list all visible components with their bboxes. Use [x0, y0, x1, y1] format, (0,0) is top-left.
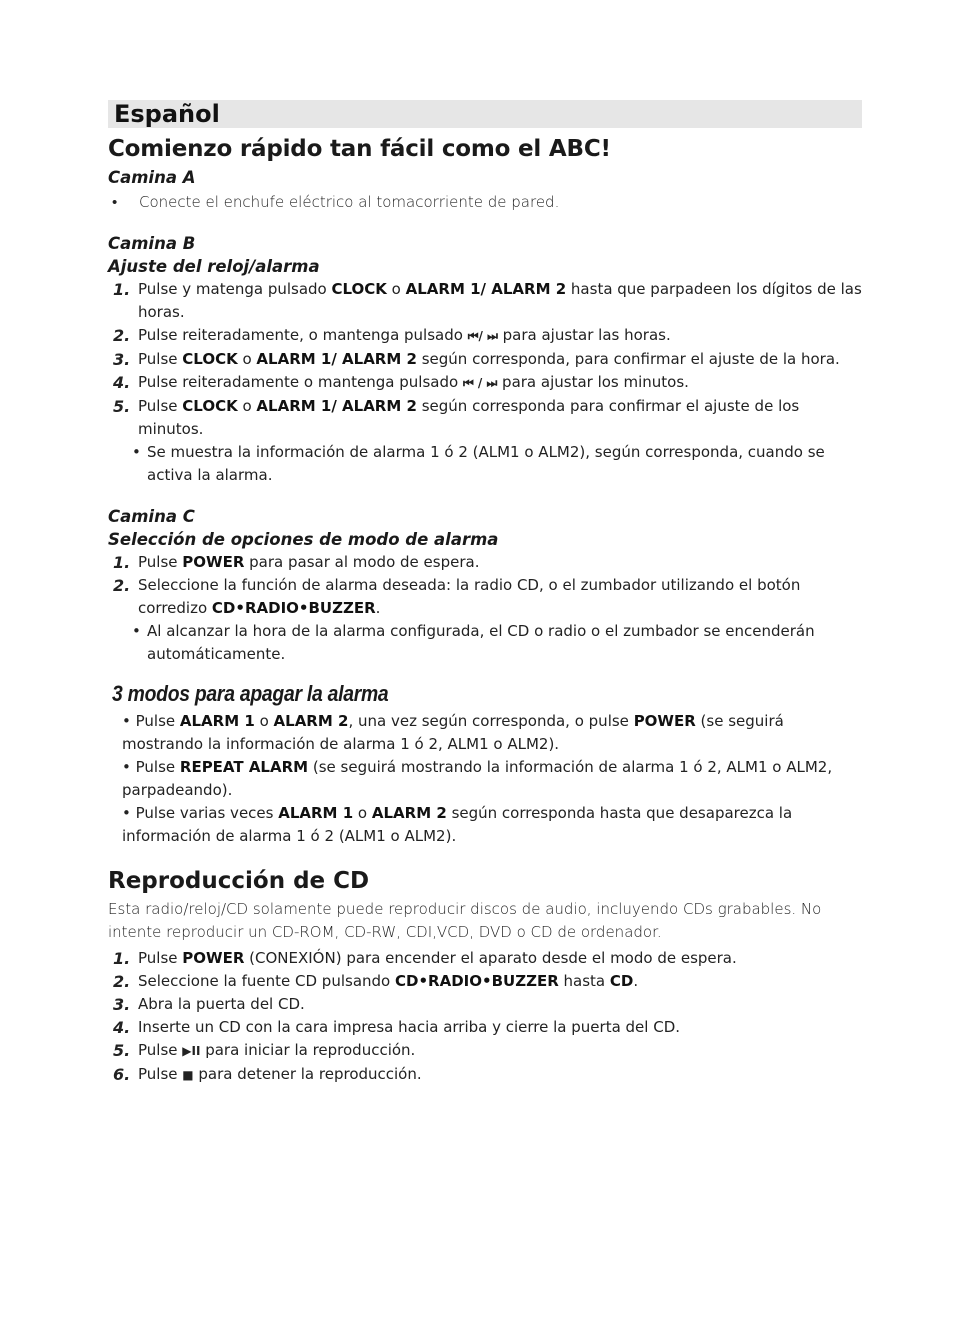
walk-a-bullet-text: Conecte el enchufe eléctrico al tomacorriente de pared. [139, 193, 560, 211]
bullet-icon: • [132, 622, 141, 640]
list-item: • Pulse ALARM 1 o ALARM 2, una vez según corresponda, o pulse POWER (se seguirá mostrando la información de alarma 1 ó 2, ALM1 o ALM2). [122, 712, 784, 753]
walk-c-subheading: Selección de opciones de modo de alarma [108, 530, 499, 549]
list-item: • Pulse REPEAT ALARM (se seguirá mostrando la información de alarma 1 ó 2, ALM1 o ALM2, parpadeando). [122, 758, 833, 799]
list-item: 1. Pulse POWER para pasar al modo de espera. [113, 553, 480, 572]
list-item: 6. Pulse ■ para detener la reproducción. [113, 1065, 422, 1084]
list-item: 1. Pulse POWER (CONEXIÓN) para encender el aparato desde el modo de espera. [113, 949, 737, 968]
stop-icon: ■ [182, 1068, 194, 1082]
walk-a-bullet [108, 191, 862, 214]
walk-b-heading: Camina B [108, 234, 196, 253]
cd-section-title: Reproducción de CD [108, 868, 370, 894]
list-item: 3. Pulse CLOCK o ALARM 1/ ALARM 2 según corresponda, para confirmar el ajuste de la hora. [113, 350, 840, 369]
language-bar [108, 100, 862, 128]
walk-c-steps [108, 551, 862, 620]
cd-steps [108, 947, 862, 1087]
list-item: 2. Seleccione la función de alarma deseada: la radio CD, o el zumbador utilizando el botón corredizo CD•RADIO•BUZZER. [113, 576, 801, 617]
modes-list [108, 710, 862, 848]
list-item: 4. Pulse reiteradamente o mantenga pulsado ⏮ / ⏭ para ajustar los minutos. [113, 373, 689, 392]
page-title: Comienzo rápido tan fácil como el ABC! [108, 136, 611, 162]
list-item: 4. Inserte un CD con la cara impresa hacia arriba y cierre la puerta del CD. [113, 1018, 681, 1037]
list-item: 5. Pulse ▶II para iniciar la reproducción. [113, 1041, 416, 1060]
list-item: 3. Abra la puerta del CD. [113, 995, 305, 1014]
manual-page [108, 100, 862, 1087]
list-item: • Pulse varias veces ALARM 1 o ALARM 2 según corresponda hasta que desaparezca la información de alarma 1 ó 2 (ALM1 o ALM2). [122, 804, 793, 845]
list-item: 2. Pulse reiteradamente, o mantenga pulsado ⏮/ ⏭ para ajustar las horas. [113, 326, 671, 345]
bullet-icon: • [132, 443, 141, 461]
language-label: Español [114, 100, 220, 128]
play-pause-icon: ▶II [182, 1044, 201, 1058]
prev-next-icon: ⏮/ ⏭ [467, 329, 498, 343]
walk-b-subheading: Ajuste del reloj/alarma [108, 257, 320, 276]
cd-intro: Esta radio/reloj/CD solamente puede reproducir discos de audio, incluyendo CDs grabables. No intente reproducir un CD-ROM, CD-RW, CDI,VCD, DVD o CD de ordenador. [108, 900, 822, 941]
walk-a-heading: Camina A [108, 168, 196, 187]
prev-next-icon: ⏮ / ⏭ [462, 376, 498, 390]
list-item: 1. Pulse y matenga pulsado CLOCK o ALARM 1/ ALARM 2 hasta que parpadeen los dígitos de las horas. [113, 280, 862, 321]
list-item: 5. Pulse CLOCK o ALARM 1/ ALARM 2 según corresponda para confirmar el ajuste de los minutos. [113, 397, 800, 438]
modes-heading: 3 modos para apagar la alarma [112, 681, 389, 706]
walk-c-heading: Camina C [108, 507, 195, 526]
bullet-icon: • [112, 193, 118, 211]
walk-c-note: • Al alcanzar la hora de la alarma configurada, el CD o radio o el zumbador se encenderán automáticamente. [108, 620, 862, 666]
list-item: 2. Seleccione la fuente CD pulsando CD•RADIO•BUZZER hasta CD. [113, 972, 639, 991]
walk-b-note: • Se muestra la información de alarma 1 ó 2 (ALM1 o ALM2), según corresponda, cuando se activa la alarma. [108, 441, 862, 487]
walk-b-steps [108, 278, 862, 441]
